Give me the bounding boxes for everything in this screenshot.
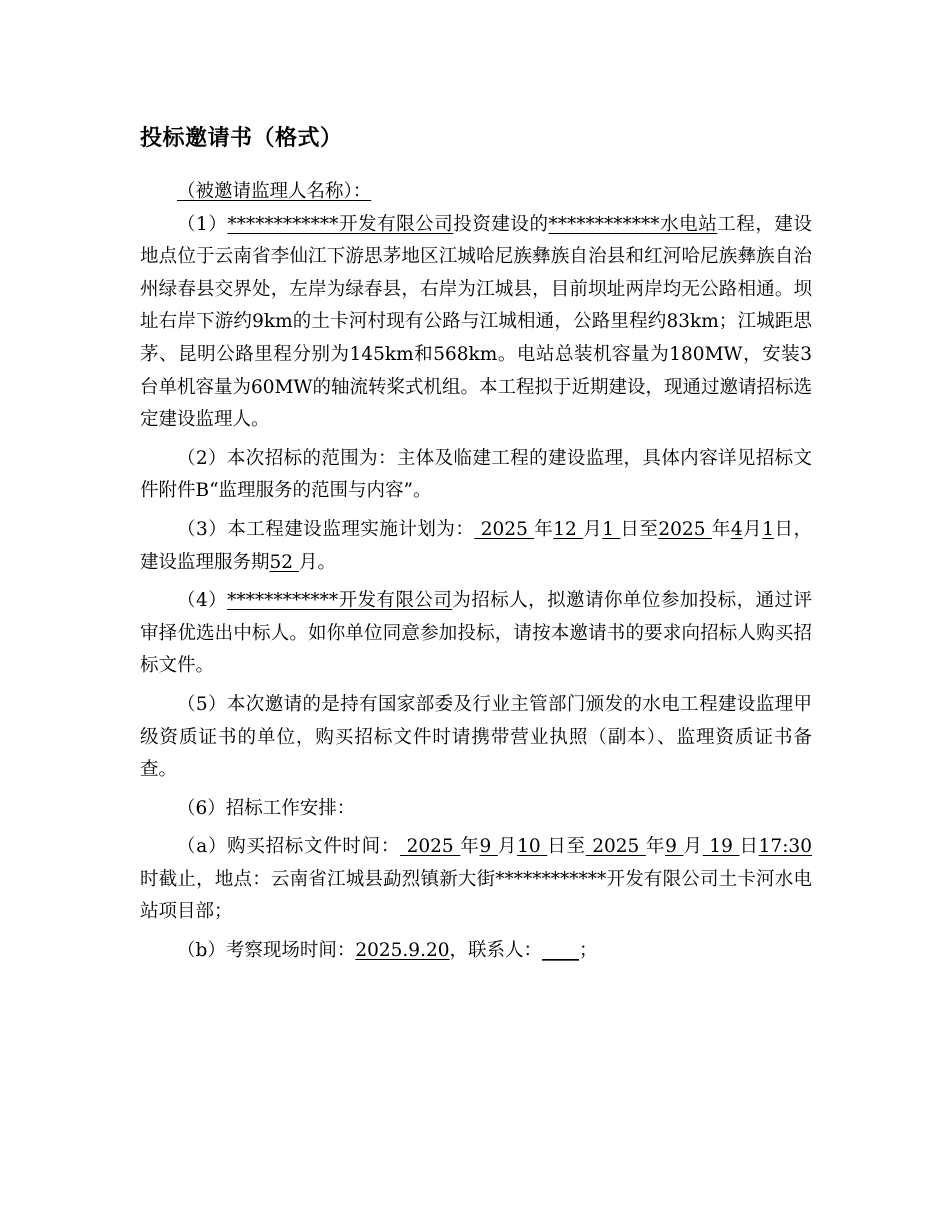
paragraph-b: （b）考察现场时间：2025.9.20，联系人：____； — [177, 940, 598, 962]
page-title: 投标邀请书（格式） — [140, 126, 343, 151]
purchase-deadline-time: 17:30 — [758, 836, 812, 858]
start-month: 12 — [553, 518, 584, 540]
paragraph-a: （a）购买招标文件时间： 2025 年9 月10 日至 2025 年9 月 19 日17:30 时截止，地点：云南省江城县勐烈镇新大街************开发有限公司土卡河水电站项目部； — [140, 836, 812, 923]
purchase-start-year: 2025 — [400, 836, 461, 858]
start-day: 1 — [602, 518, 621, 540]
end-year: 2025 — [658, 518, 712, 540]
paragraph-2: （2）本次招标的范围为：主体及临建工程的建设监理，具体内容详见招标文件附件B“监理服务的范围与内容”。 — [140, 447, 812, 502]
company-name: ************开发有限公司 — [227, 213, 454, 235]
service-months: 52 — [269, 551, 299, 573]
salutation: （被邀请监理人名称）： — [177, 181, 372, 202]
contact-person: ____ — [542, 940, 580, 962]
start-year: 2025 — [474, 518, 535, 540]
document-body — [140, 176, 812, 968]
end-day: 1 — [762, 518, 774, 540]
paragraph-4: （4）************开发有限公司为招标人，拟邀请你单位参加投标，通过评审择优选出中标人。如你单位同意参加投标，请按本邀请书的要求向招标人购买招标文件。 — [140, 590, 812, 677]
purchase-start-day: 10 — [517, 836, 548, 858]
paragraph-6: （6）招标工作安排： — [177, 797, 356, 819]
paragraph-1: （1）************开发有限公司投资建设的************水电站工程，建设地点位于云南省李仙江下游思茅地区江城哈尼族彝族自治县和红河哈尼族彝族自治州绿春县交界处，左岸为绿春县，右岸为江城县，目前坝址两岸均无公路相通。坝址右岸下游约9km的土卡河村现有公路与江城相通，公路里程约83km；江城距思茅、昆明公路里程分别为145km和568km。电站总装机容量为180MW，安装3台单机容量为60MW的轴流转桨式机组。本工程拟于近期建设，现通过邀请招标选定建设监理人。 — [140, 213, 813, 431]
purchase-end-month: 9 — [665, 836, 684, 858]
company-name: ************开发有限公司 — [227, 590, 453, 612]
paragraph-5: （5）本次邀请的是持有国家部委及行业主管部门颁发的水电工程建设监理甲级资质证书的单位，购买招标文件时请携带营业执照（副本）、监理资质证书备查。 — [140, 693, 812, 781]
station-name: ************水电站 — [548, 213, 718, 235]
end-month: 4 — [730, 518, 743, 540]
purchase-end-year: 2025 — [585, 836, 646, 858]
purchase-start-month: 9 — [479, 836, 498, 858]
paragraph-3: （3）本工程建设监理实施计划为： 2025 年12 月1 日至2025 年4月1日，建设监理服务期52 月。 — [140, 518, 812, 573]
site-visit-date: 2025.9.20 — [355, 940, 450, 962]
invitee-name: （被邀请监理人名称） — [177, 181, 353, 202]
purchase-end-day: 19 — [702, 836, 740, 858]
